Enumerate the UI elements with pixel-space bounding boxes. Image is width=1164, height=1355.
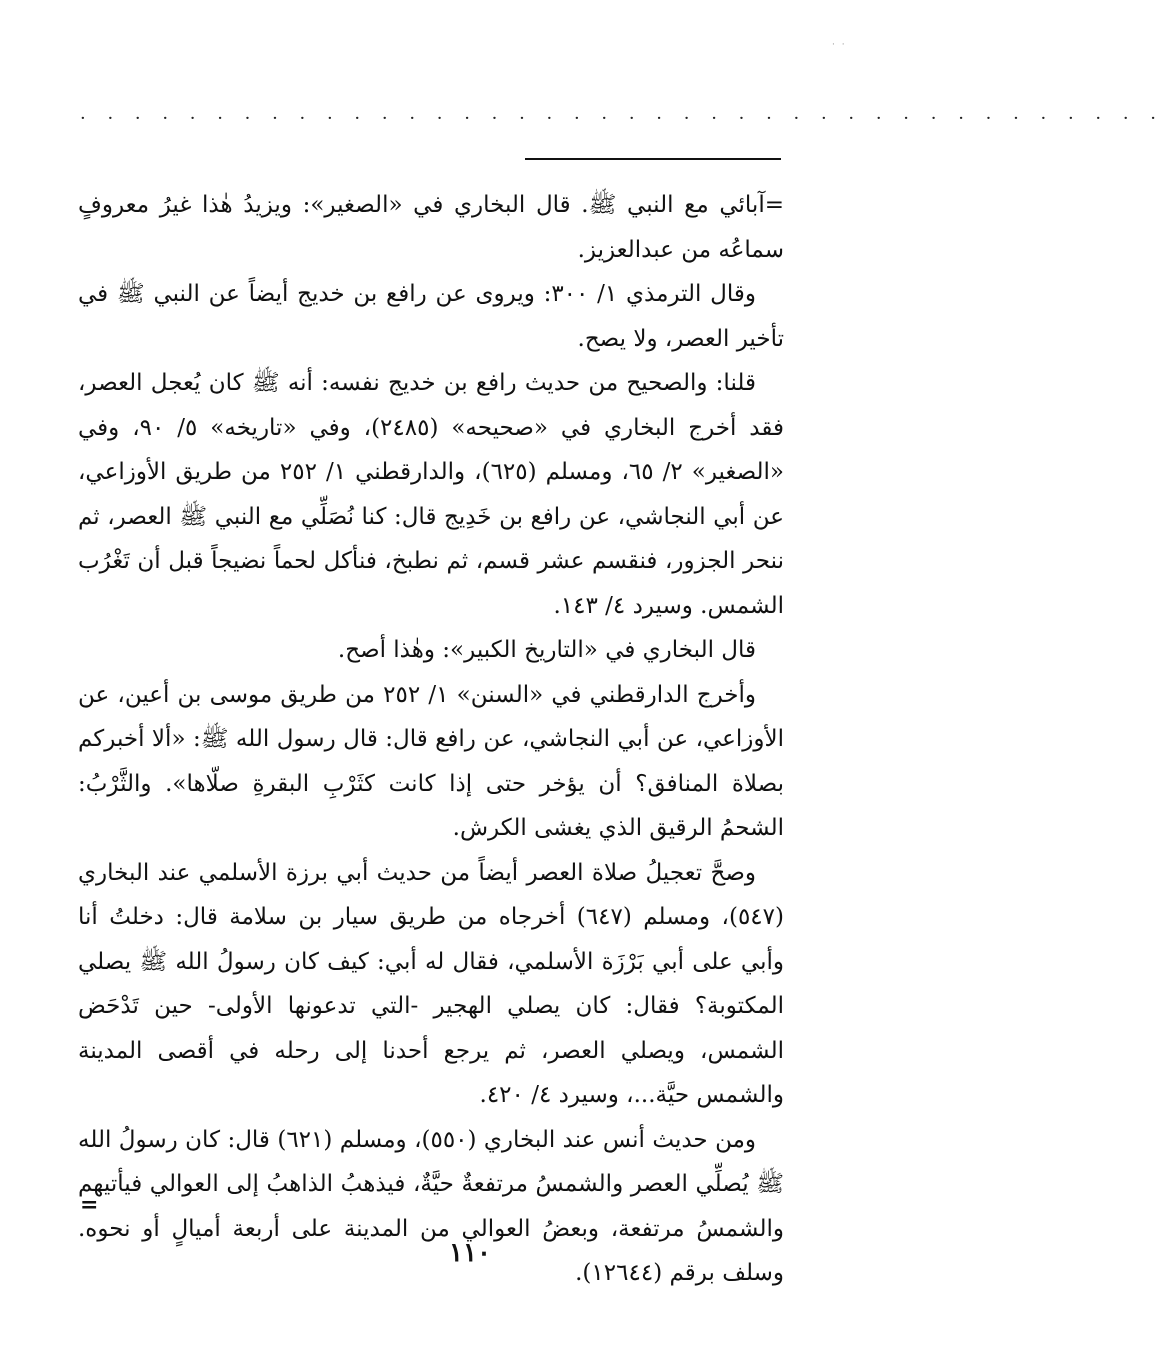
footnote-rule — [525, 158, 781, 160]
continuation-mark: = — [80, 1192, 99, 1218]
footnote-paragraph-7: ومن حديث أنس عند البخاري (٥٥٠)، ومسلم (٦٢١) قال: كان رسولُ الله ﷺ يُصلِّي العصر والشمسُ مرتفعةٌ حيَّةٌ، فيذهبُ الذاهبُ إلى العوالي فيأتيهم والشمسُ مرتفعة، وبعضُ العوالي من المدينة على أربعة أميالٍ أو نحوه. وسلف برقم (١٢٦٤٤). — [78, 1126, 784, 1286]
footnote-paragraph-4: قال البخاري في «التاريخ الكبير»: وهٰذا أصح. — [337, 637, 756, 663]
footnote-paragraph-6: وصحَّ تعجيلُ صلاة العصر أيضاً من حديث أبي برزة الأسلمي عند البخاري (٥٤٧)، ومسلم (٦٤٧) أخرجاه من طريق سيار بن سلامة قال: دخلتُ أنا وأبي على أبي بَرْزَة الأسلمي، فقال له أبي: كيف كان رسولُ الله ﷺ يصلي المكتوبة؟ فقال: كان يصلي الهجير -التي تدعونها الأولى- حين تَدْحَض الشمس، ويصلي العصر، ثم يرجع أحدنا إلى رحله في أقصى المدينة والشمس حيَّة...، وسيرد ٤/ ٤٢٠. — [78, 859, 784, 1108]
footnote-paragraph-5: وأخرج الدارقطني في «السنن» ١/ ٢٥٢ من طريق موسى بن أعين، عن الأوزاعي، عن أبي النجاشي، عن رافع قال: قال رسول الله ﷺ: «ألا أخبركم بصلاة المنافق؟ أن يؤخر حتى إذا كانت كثَرْبِ البقرةِ صلّاها». والثَّرْبُ: الشحمُ الرقيق الذي يغشى الكرش. — [78, 681, 784, 841]
corner-mark: · · — [832, 40, 847, 50]
footnote-paragraph-2: وقال الترمذي ١/ ٣٠٠: ويروى عن رافع بن خديج أيضاً عن النبي ﷺ في تأخير العصر، ولا يصح. — [78, 281, 784, 352]
footnote-text — [78, 183, 784, 1296]
dotted-separator: · · · · · · · · · · · · · · · · · · · · · · · · · · · · · · · · · · · · · · · · — [80, 108, 1164, 129]
page-number: ١١٠ — [449, 1238, 491, 1268]
footnote-paragraph-3: قلنا: والصحيح من حديث رافع بن خديج نفسه: أنه ﷺ كان يُعجل العصر، فقد أخرج البخاري في «صحيحه» (٢٤٨٥)، وفي «تاريخه» ٥/ ٩٠، وفي «الصغير» ٢/ ٦٥، ومسلم (٦٢٥)، والدارقطني ١/ ٢٥٢ من طريق الأوزاعي، عن أبي النجاشي، عن رافع بن خَدِيج قال: كنا نُصَلِّي مع النبي ﷺ العصر، ثم ننحر الجزور، فنقسم عشر قسم، ثم نطبخ، فنأكل لحماً نضيجاً قبل أن تَغْرُب الشمس. وسيرد ٤/ ١٤٣. — [78, 370, 784, 619]
footnote-paragraph-1: =آبائي مع النبي ﷺ. قال البخاري في «الصغير»: ويزيدُ هٰذا غيرُ معروفٍ سماعُه من عبدالعزيز. — [78, 192, 784, 263]
